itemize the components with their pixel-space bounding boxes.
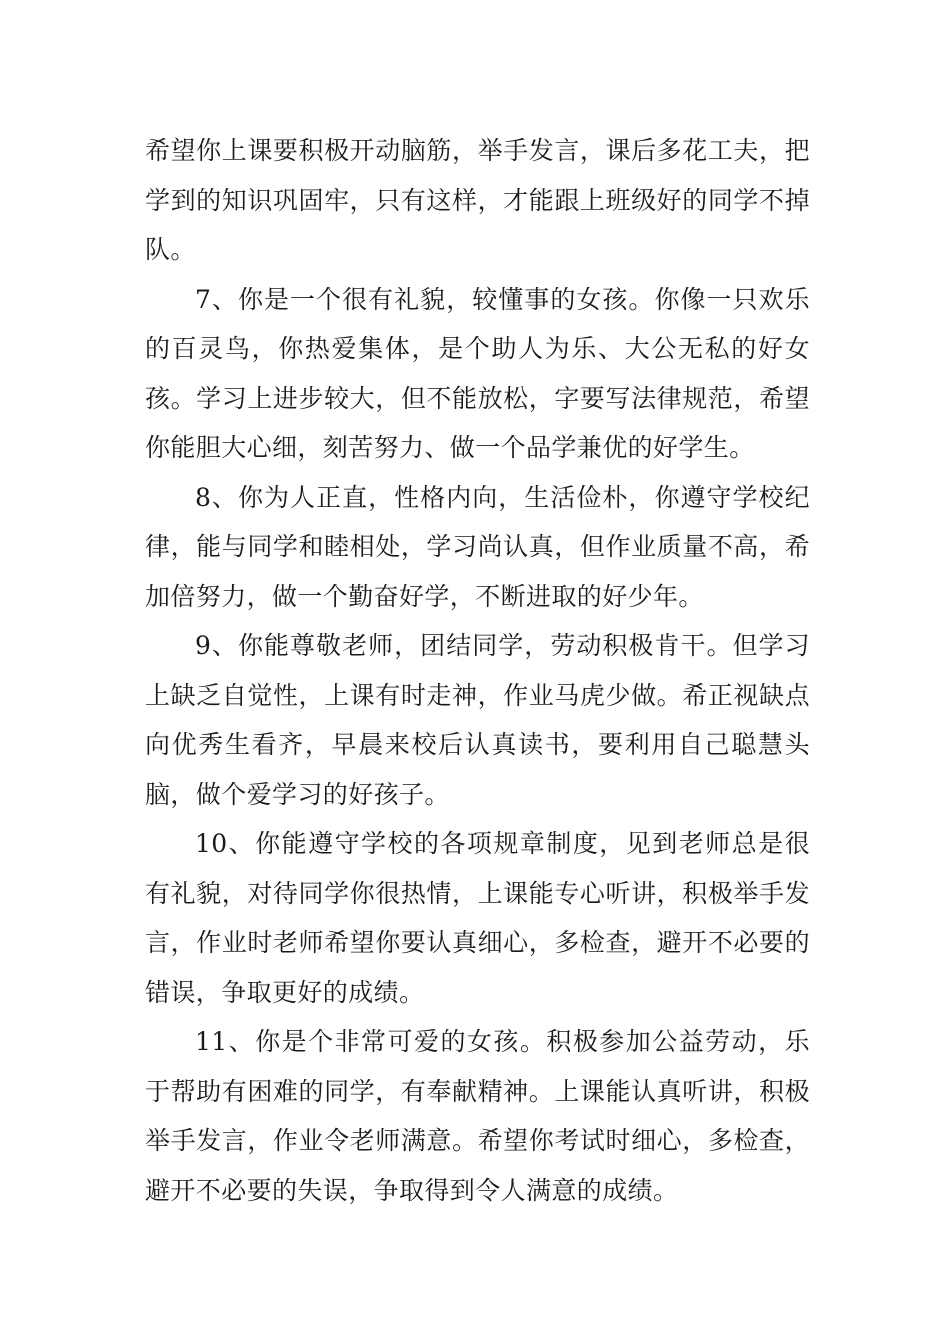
paragraph-item-8: 8、你为人正直，性格内向，生活俭朴，你遵守学校纪律，能与同学和睦相处，学习尚认真，但作业质量不高，希加倍努力，做一个勤奋好学，不断进取的好少年。 bbox=[145, 482, 810, 611]
paragraph-item-10: 10、你能遵守学校的各项规章制度，见到老师总是很有礼貌，对待同学你很热情，上课能专心听讲，积极举手发言，作业时老师希望你要认真细心，多检查，避开不必要的错误，争取更好的成绩。 bbox=[145, 829, 810, 1007]
paragraph-item-9: 9、你能尊敬老师，团结同学，劳动积极肯干。但学习上缺乏自觉性，上课有时走神，作业马虎少做。希正视缺点向优秀生看齐，早晨来校后认真读书，要利用自己聪慧头脑，做个爱学习的好孩子。 bbox=[145, 631, 810, 809]
paragraph-item-7: 7、你是一个很有礼貌，较懂事的女孩。你像一只欢乐的百灵鸟，你热爱集体，是个助人为乐、大公无私的好女孩。学习上进步较大，但不能放松，字要写法律规范，希望你能胆大心细，刻苦努力、做一个品学兼优的好学生。 bbox=[145, 284, 810, 462]
paragraph-continuation: 希望你上课要积极开动脑筋，举手发言，课后多花工夫，把学到的知识巩固牢，只有这样，才能跟上班级好的同学不掉队。 bbox=[145, 136, 810, 264]
document-body bbox=[145, 126, 810, 1215]
paragraph-item-11: 11、你是个非常可爱的女孩。积极参加公益劳动，乐于帮助有困难的同学，有奉献精神。上课能认真听讲，积极举手发言，作业令老师满意。希望你考试时细心，多检查，避开不必要的失误，争取得到令人满意的成绩。 bbox=[145, 1027, 810, 1205]
